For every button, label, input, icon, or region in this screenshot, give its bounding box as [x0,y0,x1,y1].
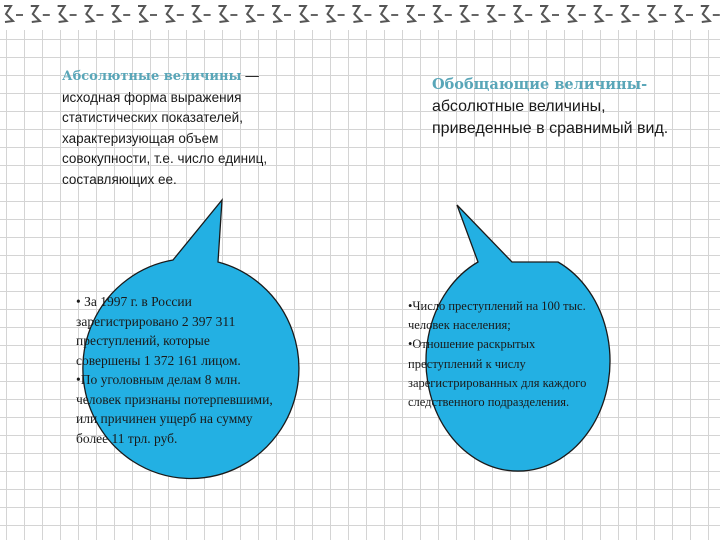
bullet-marker: • [76,294,81,309]
bullet-marker: • [408,299,413,313]
left-bubble-item [76,370,276,448]
right-bubble-item-text: Число преступлений на 100 тыс. человек населения; [408,299,586,333]
right-bubble-item-text: Отношение раскрытых преступлений к числу зарегистрированных для каждого следственного подразделения. [408,337,587,410]
left-bubble-item-text: По уголовным делам 8 млн. человек признаны потерпевшими, или причинен ущерб на сумму более 11 трл. руб. [76,372,273,446]
left-definition-text: — исходная форма выражения статистических показателей, характеризующая объем совокупности, т.е. число единиц, составляющих ее. [62,68,268,187]
bullet-marker: • [408,337,413,352]
bullet-marker: • [76,372,81,387]
right-bubble-item [408,335,593,412]
right-definition-text: абсолютные величины, приведенные в сравнимый вид. [432,98,669,137]
left-definition-term: Абсолютные величины [62,69,242,84]
left-bubble-text [76,292,276,448]
right-bubble-item [408,297,593,335]
left-bubble-item [76,292,276,370]
right-bubble-text [408,297,593,412]
left-bubble-item-text: За 1997 г. в России зарегистрировано 2 397 311 преступлений, которые совершены 1 372 161 лицом. [76,294,241,368]
right-definition-term: Обобщающие величины- [432,76,648,93]
